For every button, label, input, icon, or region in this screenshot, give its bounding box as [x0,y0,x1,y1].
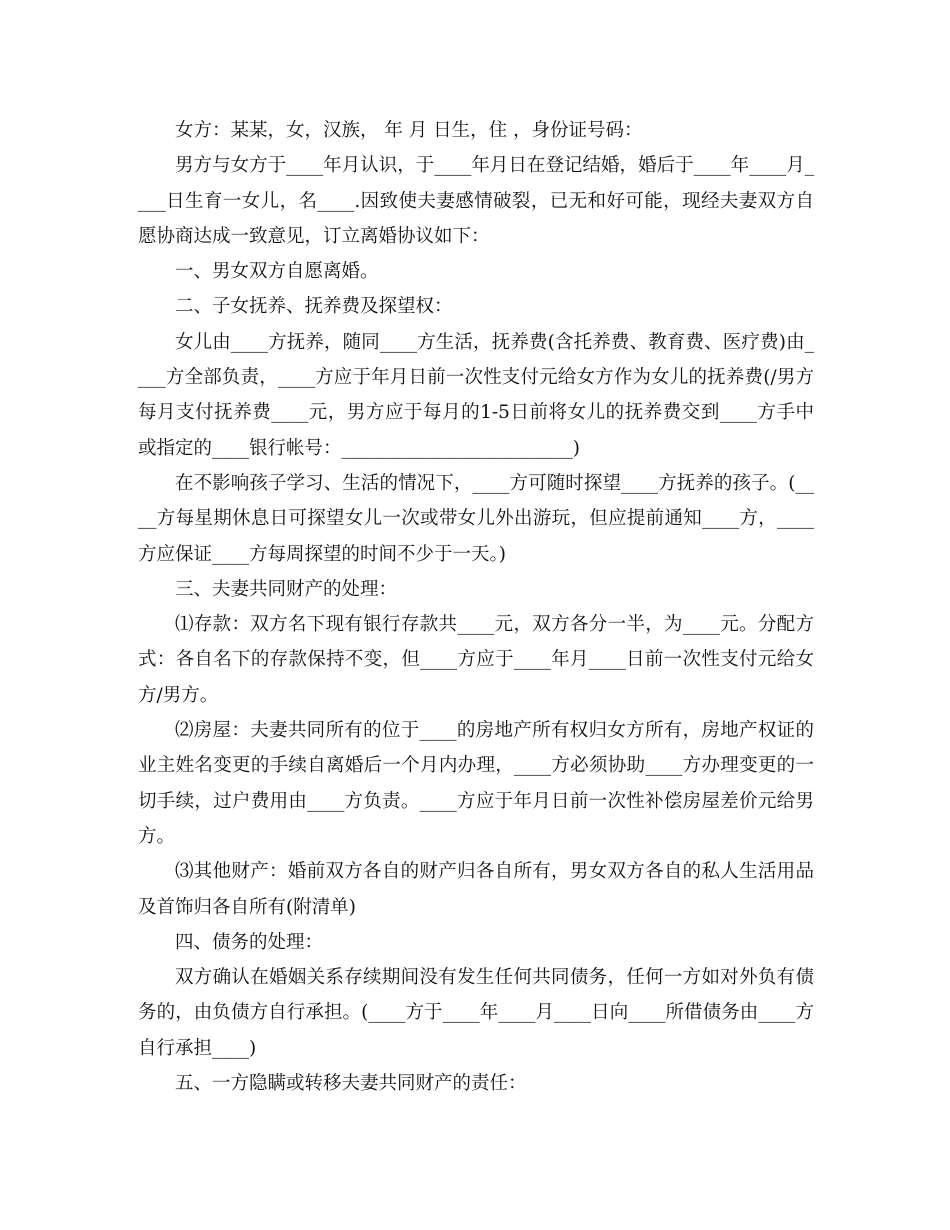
clause-1-heading: 一、男女双方自愿离婚。 [175,261,379,283]
debt-paragraph: 双方确认在婚姻关系存续期间没有发生任何共同债务，任何一方如对外负有债务的，由负债方自行承担。(____方于____年____月____日向____所借债务由____方自行承担____) [138,967,814,1059]
clause-3-heading: 三、夫妻共同财产的处理： [175,578,398,600]
clause-5-heading: 五、一方隐瞒或转移夫妻共同财产的责任： [175,1073,527,1095]
visitation-paragraph: 在不影响孩子学习、生活的情况下，____方可随时探望____方抚养的孩子。(____方每星期休息日可探望女儿一次或带女儿外出游玩，但应提前通知____方，____方应保证____方每周探望的时间不少于一天。) [138,472,814,565]
child-custody-paragraph: 女儿由____方抚养，随同____方生活，抚养费(含托养费、教育费、医疗费)由____方全部负责，____方应于年月日前一次性支付元给女方作为女儿的抚养费(/男方每月支付抚养费____元，男方应于每月的1-5日前将女儿的抚养费交到____方手中或指定的____银行帐号：_________________________) [138,331,814,459]
marriage-background-paragraph: 男方与女方于____年月认识，于____年月日在登记结婚，婚后于____年____月____日生育一女儿，名____.因致使夫妻感情破裂，已无和好可能，现经夫妻双方自愿协商达成一致意见，订立离婚协议如下： [138,155,814,247]
clause-2-heading: 二、子女抚养、抚养费及探望权： [175,296,453,318]
party-female-info: 女方：某某，女，汉族， 年 月 日生，住 ，身份证号码： [175,120,643,141]
deposit-paragraph: ⑴存款：双方名下现有银行存款共____元，双方各分一半，为____元。分配方式：各自名下的存款保持不变，但____方应于____年月____日前一次性支付元给女方/男方。 [138,614,814,706]
clause-4-heading: 四、债务的处理： [175,931,324,953]
other-property-paragraph: ⑶其他财产：婚前双方各自的财产归各自所有，男女双方各自的私人生活用品及首饰归各自所有(附清单) [138,861,814,918]
document-body [138,113,814,1101]
housing-paragraph: ⑵房屋：夫妻共同所有的位于____的房地产所有权归女方所有，房地产权证的业主姓名变更的手续自离婚后一个月内办理，____方必须协助____方办理变更的一切手续，过户费用由____方负责。____方应于年月日前一次性补偿房屋差价元给男方。 [138,720,814,847]
